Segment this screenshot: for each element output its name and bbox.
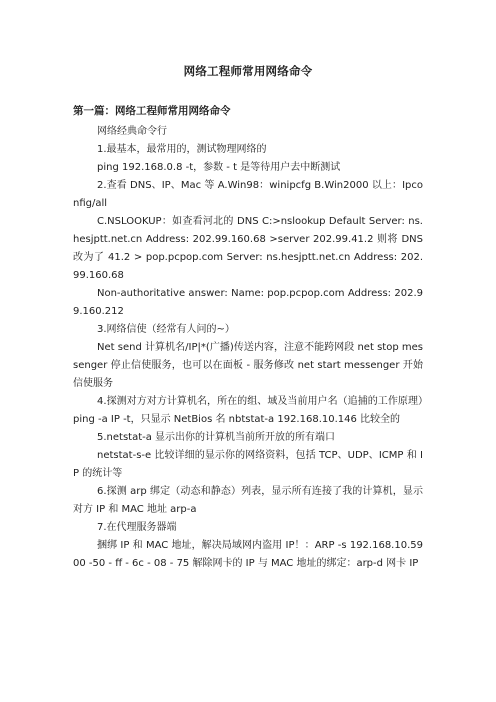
paragraph: 1.最基本，最常用的，测试物理网络的 [97, 144, 267, 155]
paragraph: 捆绑 IP 和 MAC 地址，解决局域网内盗用 IP！：ARP -s 192.168.10.59 00 -50 - ff - 6c - 08 - 75 解除网卡的 IP 与 MAC 地址的绑定：arp-d 网卡 IP [73, 540, 423, 569]
paragraph: 7.在代理服务器端 [97, 522, 177, 533]
paragraph: Net send 计算机名/IP|*(广播)传送内容，注意不能跨网段 net stop messenger 停止信使服务，也可以在面板 - 服务修改 net start messenger 开始信使服务 [73, 342, 423, 389]
paragraph: 4.探测对方对方计算机名，所在的组、域及当前用户名（追捕的工作原理）ping -a IP -t，只显示 NetBios 名 nbtstat-a 192.168.10.146 比较全的 [73, 396, 423, 425]
paragraph: 2.查看 DNS、IP、Mac 等 A.Win98：winipcfg B.Win2000 以上：Ipconfig/all [73, 180, 423, 209]
paragraph: Non-authoritative answer: Name: pop.pcpop.com Address: 202.99.160.212 [73, 288, 423, 317]
paragraph: 6.探测 arp 绑定（动态和静态）列表，显示所有连接了我的计算机，显示对方 IP 和 MAC 地址 arp-a [73, 486, 423, 515]
section-heading: 第一篇：网络工程师常用网络命令 [73, 105, 231, 117]
paragraph: 网络经典命令行 [97, 126, 167, 137]
paragraph: netstat-s-e 比较详细的显示你的网络资料，包括 TCP、UDP、ICMP 和 IP 的统计等 [73, 450, 423, 479]
paragraph: ping 192.168.0.8 -t，参数 - t 是等待用户去中断测试 [97, 162, 341, 173]
paragraph: C.NSLOOKUP：如查看河北的 DNS C:>nslookup Default Server: ns.hesjptt.net.cn Address: 202.99.160.68 >server 202.99.41.2 则将 DNS 改为了 41.2 > pop.pcpop.com Server: ns.hesjptt.net.cn Address: 202.99.160.68 [73, 216, 423, 281]
paragraph: 3.网络信使（经常有人问的~） [97, 324, 235, 335]
document-body [73, 123, 423, 573]
paragraph: 5.netstat-a 显示出你的计算机当前所开放的所有端口 [97, 432, 336, 443]
document-title: 网络工程师常用网络命令 [183, 64, 313, 78]
